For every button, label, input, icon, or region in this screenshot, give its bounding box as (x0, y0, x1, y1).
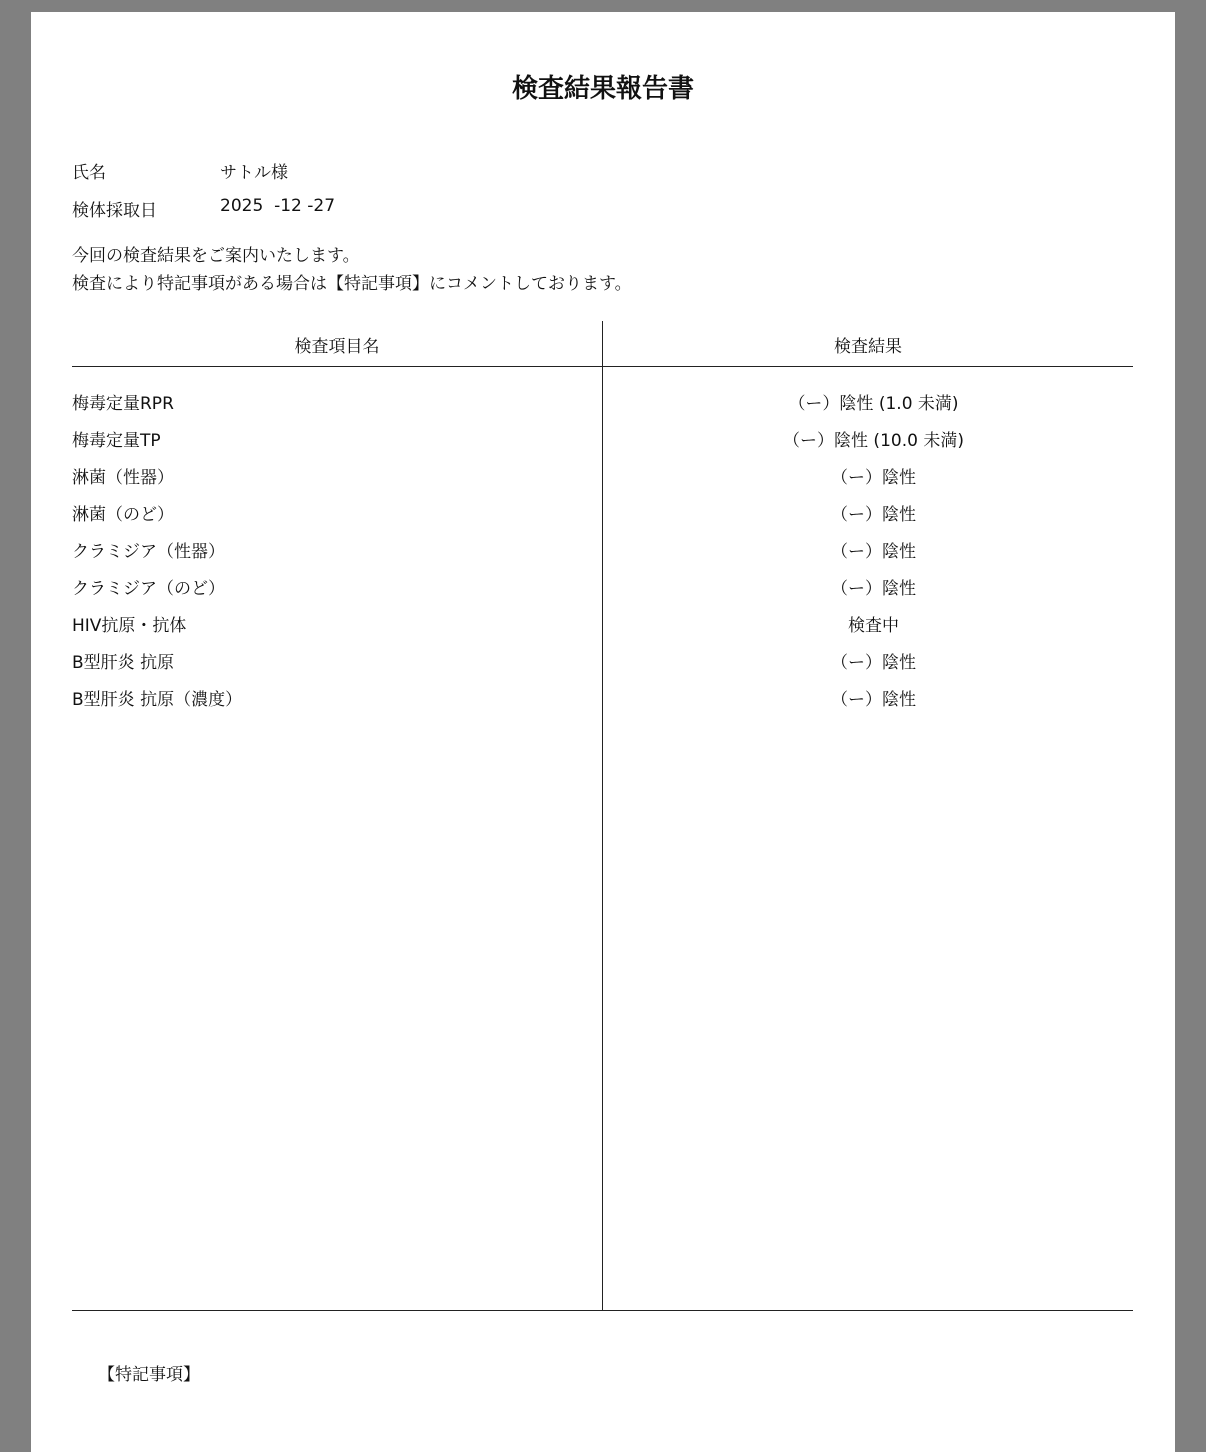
table-row (72, 648, 1133, 685)
test-item-name: B型肝炎 抗原（濃度） (72, 690, 243, 710)
test-item-name: クラミジア（のど） (72, 579, 225, 599)
table-row (72, 463, 1133, 500)
name-label: 氏名 (72, 163, 106, 183)
page-title: 検査結果報告書 (511, 74, 694, 104)
table-row (72, 389, 1133, 426)
column-header-item: 検査項目名 (294, 337, 380, 357)
test-item-name: HIV抗原・抗体 (72, 616, 187, 636)
name-value: サトル様 (220, 163, 288, 183)
report-page (31, 12, 1175, 1452)
test-result: （ー）陰性 (831, 653, 916, 673)
column-header-result: 検査結果 (834, 337, 902, 357)
intro-line-1: 今回の検査結果をご案内いたします。 (72, 246, 360, 266)
collection-date-label: 検体採取日 (72, 201, 157, 221)
test-item-name: 梅毒定量TP (72, 431, 161, 451)
table-row (72, 426, 1133, 463)
test-item-name: 淋菌（のど） (72, 505, 174, 525)
test-item-name: クラミジア（性器） (72, 542, 225, 562)
test-result: （ー）陰性 (10.0 未満) (783, 431, 964, 451)
test-result: 検査中 (848, 616, 899, 636)
table-row (72, 537, 1133, 574)
notes-label: 【特記事項】 (98, 1365, 200, 1385)
collection-date-value: 2025 -12 -27 (220, 196, 336, 216)
intro-line-2: 検査により特記事項がある場合は【特記事項】にコメントしております。 (72, 274, 632, 294)
test-result: （ー）陰性 (831, 468, 916, 488)
test-result: （ー）陰性 (831, 690, 916, 710)
header-divider (72, 366, 1133, 367)
table-row (72, 685, 1133, 722)
test-item-name: 淋菌（性器） (72, 468, 174, 488)
table-row (72, 574, 1133, 611)
test-item-name: B型肝炎 抗原 (72, 653, 175, 673)
table-bottom-line (72, 1310, 1133, 1311)
test-result: （ー）陰性 (1.0 未満) (788, 394, 959, 414)
table-row (72, 500, 1133, 537)
test-item-name: 梅毒定量RPR (72, 394, 174, 414)
test-result: （ー）陰性 (831, 542, 916, 562)
test-result: （ー）陰性 (831, 505, 916, 525)
table-row (72, 611, 1133, 648)
test-result: （ー）陰性 (831, 579, 916, 599)
